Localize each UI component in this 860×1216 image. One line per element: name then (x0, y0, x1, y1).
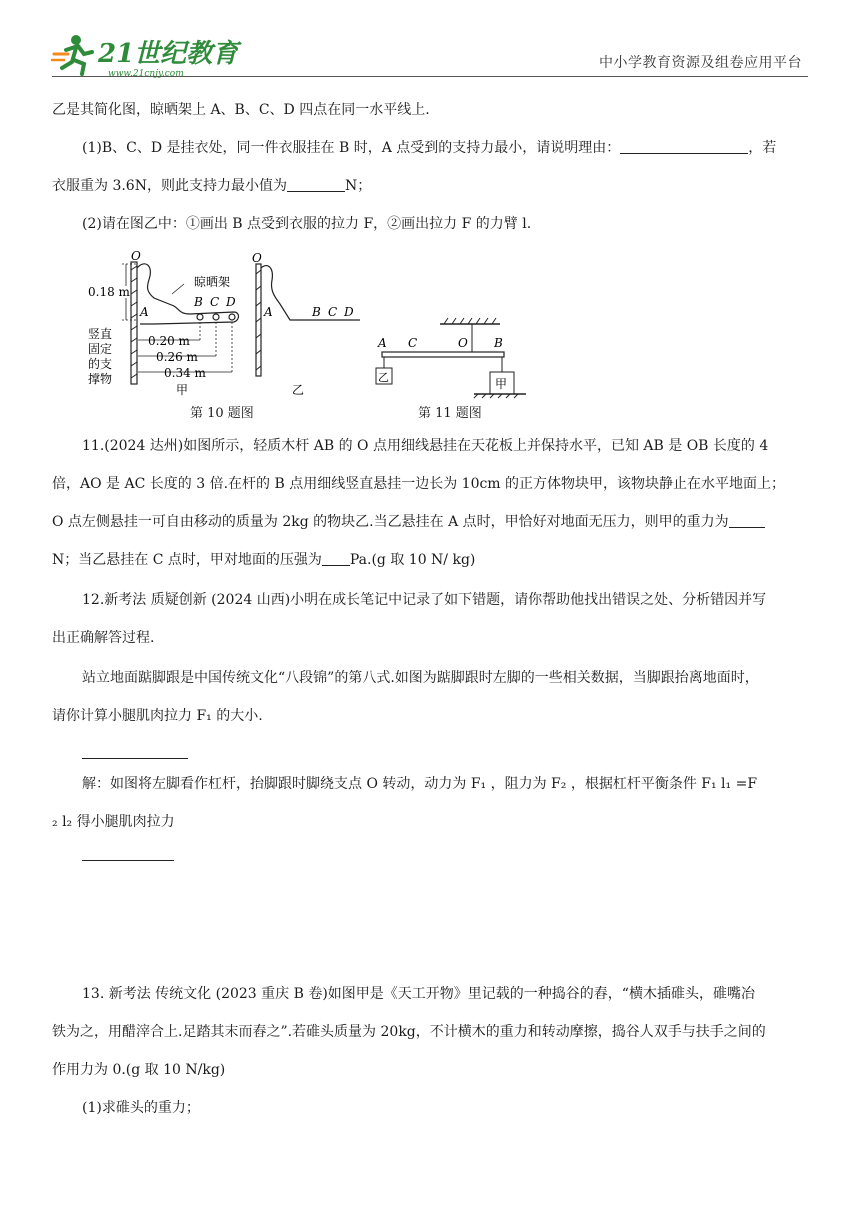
q11-line4-end: Pa.(g 取 10 N/ kg) (349, 552, 476, 568)
fig10-yi-support (256, 264, 261, 376)
q12-line4: 请你计算小腿肌肉拉力 F₁ 的大小. (52, 708, 263, 724)
q10-part1-line2 (52, 176, 812, 196)
q12-line1: 12.新考法 质疑创新 (2024 山西)小明在成长笔记中记录了如下错题，请你帮助他找出错误之处、分析错因并写 (82, 592, 767, 608)
fig10-label-jia: 甲 (176, 383, 189, 397)
fig11-block-yi-label: 乙 (378, 371, 389, 384)
fig11-A: A (378, 336, 387, 350)
fig10-yi-B: B (312, 305, 321, 319)
fig10-dim-026: 0.26 m (156, 350, 198, 364)
fig10-label-yi: 乙 (292, 383, 305, 397)
fig10-dim-020: 0.20 m (148, 334, 190, 348)
q11-line1: 11.(2024 达州)如图所示，轻质木杆 AB 的 O 点用细线悬挂在天花板上并保持水平，已知 AB 是 OB 长度的 4 (82, 438, 769, 454)
answer-blank-pressure[interactable] (322, 551, 350, 566)
figure-11-caption: 第 11 题图 (418, 406, 482, 421)
q10-part1-end: ，若 (748, 140, 777, 156)
figure-10 (84, 250, 384, 420)
q10-part1-text: (1)B、C、D 是挂衣处，同一件衣服挂在 B 时，A 点受到的支持力最小，请说明理由： (82, 140, 621, 156)
figure-10-caption: 第 10 题图 (190, 406, 254, 421)
q11-line4 (52, 550, 812, 570)
q12-separator-top (82, 758, 188, 759)
q12-solution-line1: 解：如图将左脚看作杠杆，抬脚跟时脚绕支点 O 转动，动力为 F₁ ，阻力为 F₂ ，根据杠杆平衡条件 F₁ l₁ =F (82, 776, 758, 792)
fig10-dim-034: 0.34 m (164, 366, 206, 380)
q10-part2: (2)请在图乙中：①画出 B 点受到衣服的拉力 F，②画出拉力 F 的力臂 l. (82, 216, 532, 232)
fig10-jia-D: D (226, 295, 236, 309)
header-divider (52, 76, 808, 77)
figure-11 (368, 314, 528, 398)
fig10-support-l1: 竖直 (88, 327, 113, 341)
fig10-rack-label: 晾晒架 (194, 275, 231, 289)
fig11-ceiling (440, 318, 500, 352)
fig10-jia-B: B (194, 295, 203, 309)
answer-blank-jia-weight[interactable] (729, 513, 765, 528)
q10-part1-unit: N； (344, 178, 372, 194)
fig10-support-l4: 撑物 (88, 372, 113, 386)
answer-blank-min-force[interactable] (287, 177, 345, 192)
q12-line2: 出正确解答过程. (52, 630, 155, 646)
fig10-yi-D: D (344, 305, 354, 319)
q10-part1-line1 (82, 138, 812, 158)
q13-line1: 13. 新考法 传统文化 (2023 重庆 B 卷)如图甲是《天工开物》里记载的一种捣谷的舂，“横木插碓头，碓嘴冶 (82, 986, 755, 1002)
fig10-jia-C: C (210, 295, 220, 309)
fig10-yi-O: O (252, 251, 262, 265)
fig10-jia-support (131, 262, 137, 384)
site-logo[interactable] (52, 32, 239, 80)
q11-line4-text: N；当乙悬挂在 C 点时，甲对地面的压强为 (52, 552, 322, 568)
fig11-block-jia-label: 甲 (495, 377, 508, 391)
fig11-B: B (494, 336, 503, 350)
fig11-C: C (408, 336, 418, 350)
fig10-jia-A: A (140, 305, 149, 319)
q11-line3-text: O 点左侧悬挂一可自由移动的质量为 2kg 的物块乙.当乙悬挂在 A 点时，甲恰好对地面无压力，则甲的重力为 (52, 514, 729, 530)
fig10-support-l3: 的支 (88, 357, 113, 371)
fig10-jia-O: O (131, 249, 141, 263)
runner-icon (52, 35, 92, 74)
fig10-yi-A: A (264, 305, 273, 319)
logo-main-text: 21世纪教育 (98, 39, 239, 69)
fig10-dim-height: 0.18 m (88, 285, 130, 299)
fig10-support-l2: 固定 (88, 342, 113, 356)
fig10-yi-C: C (328, 305, 338, 319)
q13-line3: 作用力为 0.(g 取 10 N/kg) (52, 1062, 226, 1078)
answer-blank-reason[interactable] (620, 139, 748, 154)
q12-line3: 站立地面踮脚跟是中国传统文化“八段锦”的第八式.如图为踮脚跟时左脚的一些相关数据，当脚跟抬离地面时， (82, 670, 759, 686)
platform-name: 中小学教育资源及组卷应用平台 (599, 55, 802, 71)
logo-sub-text: www.21cnjy.com (108, 69, 184, 79)
q11-line3 (52, 512, 812, 532)
fig11-lever (382, 352, 504, 357)
q12-solution-line2: ₂ l₂ 得小腿肌肉拉力 (52, 814, 175, 830)
q10-part1-weight-text: 衣服重为 3.6N，则此支持力最小值为 (52, 178, 287, 194)
q12-separator-bottom (82, 860, 174, 861)
q11-line2: 倍，AO 是 AC 长度的 3 倍.在杆的 B 点用细线竖直悬挂一边长为 10cm 的正方体物块甲，该物块静止在水平地面上； (52, 476, 786, 492)
q10-intro: 乙是其简化图，晾晒架上 A、B、C、D 四点在同一水平线上. (52, 102, 430, 118)
q13-part1: (1)求碓头的重力； (82, 1100, 200, 1116)
fig10-rack-pointer (172, 284, 184, 294)
q13-line2: 铁为之，用醋滓合上.足踏其末而舂之”.若碓头质量为 20kg，不计横木的重力和转动摩擦，捣谷人双手与扶手之间的 (52, 1024, 766, 1040)
fig11-O: O (458, 336, 468, 350)
fig10-jia-rack (137, 264, 239, 324)
fig11-ground (474, 394, 526, 398)
